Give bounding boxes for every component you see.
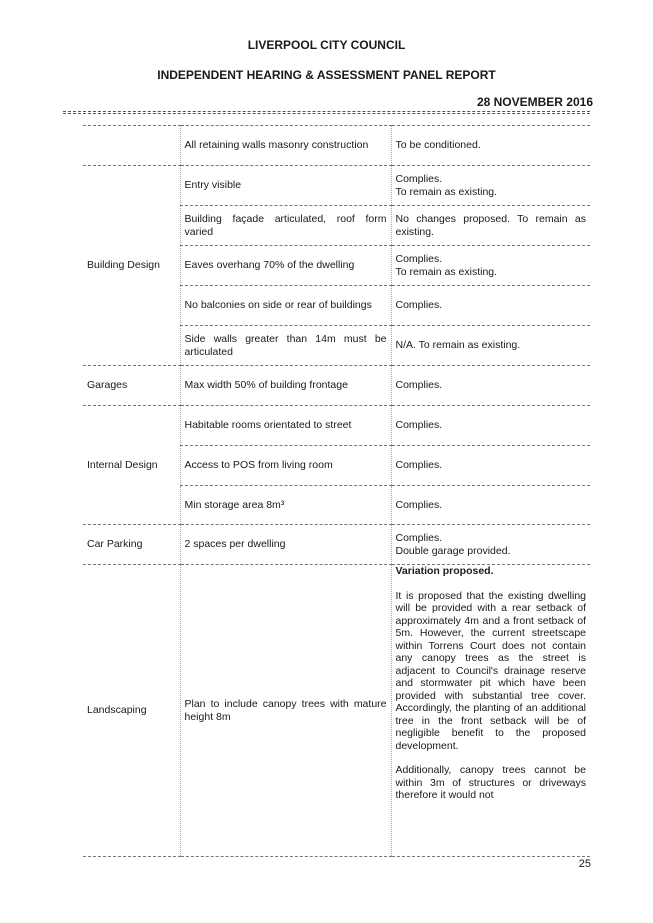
requirement-cell: Min storage area 8m³: [180, 486, 391, 525]
requirement-cell: Building façade articulated, roof form varied: [180, 206, 391, 246]
requirement-cell: All retaining walls masonry construction: [180, 126, 391, 166]
status-line: To remain as existing.: [395, 185, 498, 198]
table-row: [83, 366, 590, 406]
status-cell: [391, 126, 590, 166]
requirement-cell: Entry visible: [180, 166, 391, 206]
council-title: LIVERPOOL CITY COUNCIL: [247, 38, 406, 52]
section-cell-empty: [83, 126, 180, 166]
status-line: N/A. To remain as existing.: [395, 339, 521, 352]
status-line: Complies.: [395, 379, 443, 392]
report-title: INDEPENDENT HEARING & ASSESSMENT PANEL REPORT: [157, 68, 496, 82]
requirement-cell: Side walls greater than 14m must be articulated: [180, 326, 391, 366]
status-line: Complies.: [395, 459, 443, 472]
header-rule: [63, 111, 590, 112]
status-cell: [391, 525, 590, 565]
status-line: Complies.: [395, 299, 443, 312]
variation-paragraph: Additionally, canopy trees cannot be within 3m of structures or driveways therefore it would not: [395, 764, 586, 801]
status-cell: [391, 406, 590, 446]
header-rule-secondary: [63, 113, 590, 114]
status-line: No changes proposed. To remain as existing.: [395, 213, 586, 238]
section-cell: Landscaping: [83, 565, 180, 857]
status-cell: [391, 206, 590, 246]
variation-paragraph: It is proposed that the existing dwelling will be provided with a rear setback of approximately 4m and a front setback of 5m. However, the current streetscape within Torrens Court does not contain any canopy trees as the street is adjacent to Council's drainage reserve and stormwater pit which have been provided with substantial tree cover. Accordingly, the planting of an additional tree in the front setback will be of negligible benefit to the proposed development.: [395, 589, 586, 752]
status-line: Complies.: [395, 532, 443, 544]
page-number: 25: [578, 858, 591, 870]
status-line: To remain as existing.: [395, 265, 498, 278]
status-line: Double garage provided.: [395, 544, 511, 557]
requirement-cell: No balconies on side or rear of buildings: [180, 286, 391, 326]
status-cell: [391, 486, 590, 525]
table-row: [83, 406, 590, 446]
status-cell: [391, 326, 590, 366]
status-cell: [391, 565, 590, 857]
section-cell: Car Parking: [83, 525, 180, 565]
status-line: To be conditioned.: [395, 139, 481, 152]
table-row: [83, 565, 590, 857]
status-line: Complies.: [395, 173, 443, 185]
requirement-cell: Plan to include canopy trees with mature height 8m: [180, 565, 391, 857]
table-row: [83, 166, 590, 206]
status-cell: [391, 246, 590, 286]
section-cell: Building Design: [83, 166, 180, 366]
status-cell: [391, 366, 590, 406]
requirement-cell: Access to POS from living room: [180, 446, 391, 486]
report-date: 28 NOVEMBER 2016: [476, 95, 593, 109]
requirement-cell: Eaves overhang 70% of the dwelling: [180, 246, 391, 286]
variation-heading: Variation proposed.: [395, 565, 494, 577]
status-cell: [391, 166, 590, 206]
status-line: Complies.: [395, 253, 443, 265]
table-row: [83, 525, 590, 565]
status-line: Complies.: [395, 419, 443, 432]
compliance-table: [83, 125, 590, 857]
table-row: [83, 126, 590, 166]
status-cell: [391, 286, 590, 326]
status-cell: [391, 446, 590, 486]
section-cell: Garages: [83, 366, 180, 406]
section-cell: Internal Design: [83, 406, 180, 525]
requirement-cell: 2 spaces per dwelling: [180, 525, 391, 565]
status-line: Complies.: [395, 498, 443, 511]
requirement-cell: Max width 50% of building frontage: [180, 366, 391, 406]
requirement-cell: Habitable rooms orientated to street: [180, 406, 391, 446]
